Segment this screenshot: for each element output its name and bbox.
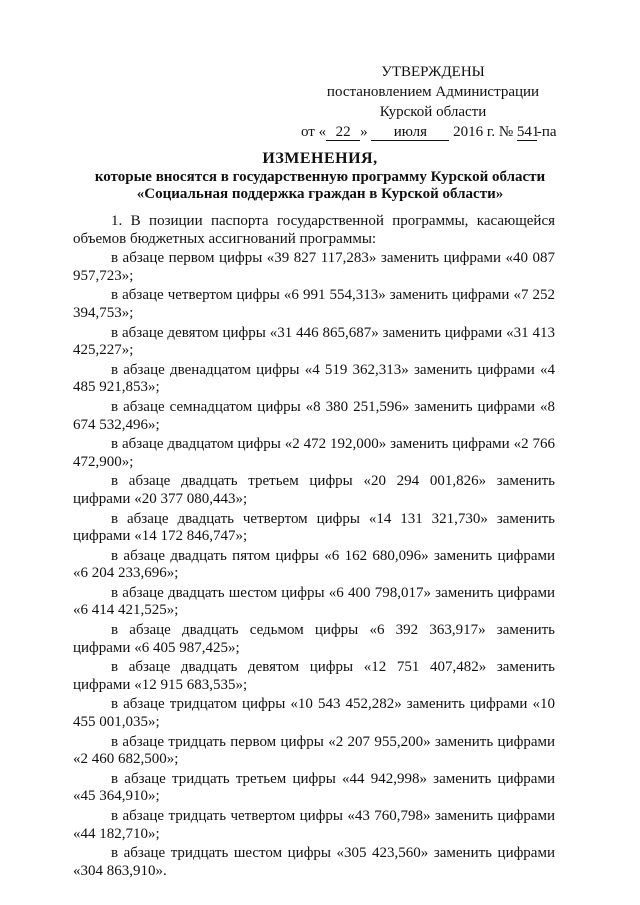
paragraph-item: в абзаце двадцать шестом цифры «6 400 798,017» заменить цифрами «6 414 421,525»; — [73, 584, 555, 619]
paragraph-item: в абзаце двадцатом цифры «2 472 192,000» заменить цифрами «2 766 472,900»; — [73, 436, 555, 470]
paragraph-item: в абзаце тридцать третьем цифры «44 942,998» заменить цифрами «45 364,910»; — [73, 770, 555, 805]
approval-number: 541 — [516, 124, 540, 140]
approval-title: УТВЕРЖДЕНЫ — [381, 64, 485, 80]
paragraph-item: в абзаце тридцать шестом цифры «305 423,560» заменить цифрами «304 863,910». — [73, 845, 555, 879]
paragraph-item: в абзаце двадцать пятом цифры «6 162 680,096» заменить цифрами «6 204 233,696»; — [73, 547, 555, 582]
approval-number-suffix: -па — [536, 124, 557, 140]
paragraph-item: в абзаце двадцать девятом цифры «12 751 407,482» заменить цифрами «12 915 683,535»; — [73, 659, 555, 693]
approval-region: Курской области — [379, 104, 487, 120]
paragraph-intro: 1. В позиции паспорта государственной программы, касающейся объемов бюджетных ассигнований программы: — [73, 213, 555, 247]
paragraph-item: в абзаце девятом цифры «31 446 865,687» заменить цифрами «31 413 425,227»; — [73, 324, 555, 359]
approval-day-close: » — [360, 124, 368, 140]
paragraph-item: в абзаце первом цифры «39 827 117,283» заменить цифрами «40 087 957,723»; — [73, 250, 555, 284]
paragraph-item: в абзаце четвертом цифры «6 991 554,313» заменить цифрами «7 252 394,753»; — [73, 287, 555, 321]
paragraph-item: в абзаце двадцать третьем цифры «20 294 001,826» заменить цифрами «20 377 080,443»; — [73, 473, 555, 507]
approval-authority: постановлением Администрации — [326, 84, 540, 100]
approval-block — [301, 62, 558, 142]
approval-date-line — [301, 122, 558, 142]
approval-day: 22 — [326, 125, 360, 141]
paragraph-item: в абзаце двенадцатом цифры «4 519 362,313» заменить цифрами «4 485 921,853»; — [73, 361, 555, 396]
paragraph-item: в абзаце тридцать первом цифры «2 207 955,200» заменить цифрами «2 460 682,500»; — [73, 733, 555, 768]
paragraph-item: в абзаце тридцать четвертом цифры «43 760,798» заменить цифрами «44 182,710»; — [73, 808, 555, 842]
approval-from-label: от « — [301, 124, 327, 140]
approval-month: июля — [371, 125, 449, 141]
paragraph-item: в абзаце двадцать седьмом цифры «6 392 363,917» заменить цифрами «6 405 987,425»; — [73, 622, 555, 656]
document-body — [73, 213, 555, 882]
document-subtitle-1: которые вносятся в государственную программу Курской области — [94, 169, 546, 185]
approval-year: 2016 г. № — [453, 124, 514, 140]
document-title: ИЗМЕНЕНИЯ, — [262, 150, 378, 167]
document-subtitle-2: «Социальная поддержка граждан в Курской области» — [136, 186, 504, 202]
paragraph-item: в абзаце двадцать четвертом цифры «14 131 321,730» заменить цифрами «14 172 846,747»; — [73, 510, 555, 545]
paragraph-item: в абзаце тридцатом цифры «10 543 452,282» заменить цифрами «10 455 001,035»; — [73, 696, 555, 731]
paragraph-item: в абзаце семнадцатом цифры «8 380 251,596» заменить цифрами «8 674 532,496»; — [73, 398, 555, 433]
